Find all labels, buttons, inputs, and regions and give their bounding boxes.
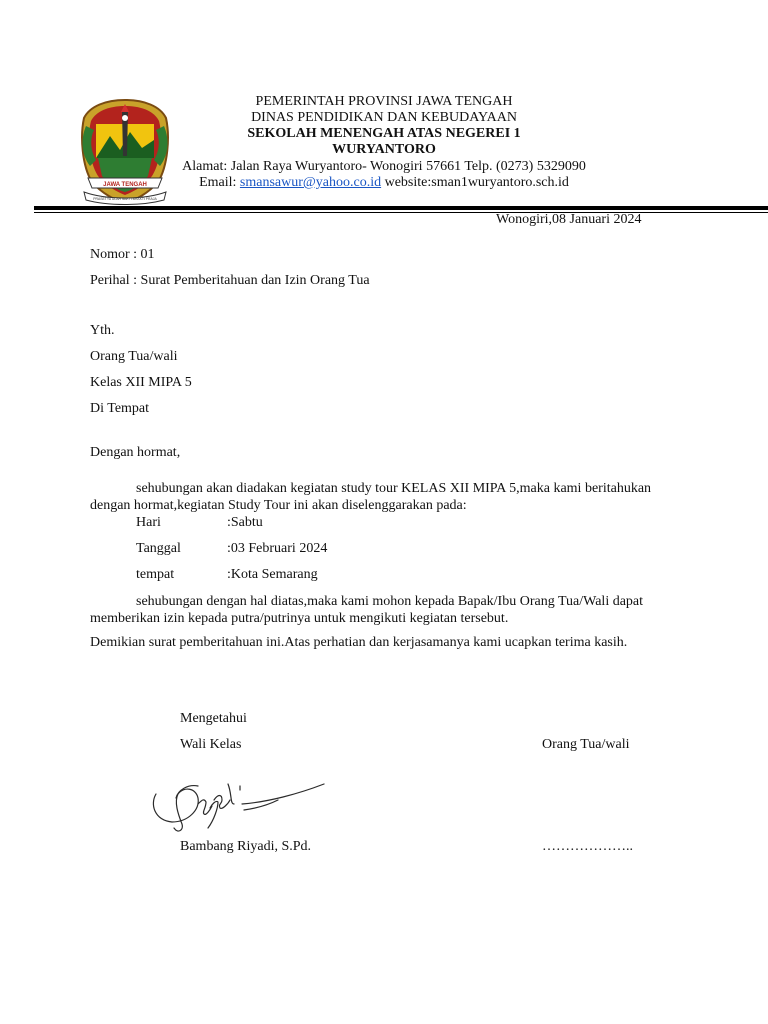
crest-banner-text: JAWA TENGAH [103,182,147,188]
province-crest-logo [76,96,174,208]
website-text: website:sman1wuryantoro.sch.id [384,175,569,190]
letterhead-line-government: PEMERINTAH PROVINSI JAWA TENGAH [255,94,513,109]
email-label: Email: [199,175,240,190]
letterhead-divider-thin [34,212,768,213]
letterhead-address: Alamat: Jalan Raya Wuryantoro- Wonogiri 57661 Telp. (0273) 5329090 [182,159,586,174]
letterhead-school-name-2: WURYANTORO [332,142,436,157]
email-link[interactable]: smansawur@yahoo.co.id [239,175,382,190]
detail-value-place: :Kota Semarang [227,567,318,582]
detail-label-date: Tanggal [136,541,181,556]
letterhead-line-department: DINAS PENDIDIKAN DAN KEBUDAYAAN [251,110,517,125]
salutation: Dengan hormat, [90,445,181,460]
detail-label-day: Hari [136,515,161,530]
detail-value-day: :Sabtu [227,515,263,530]
mengetahui-label: Mengetahui [180,711,247,726]
recipient-yth: Yth. [90,323,115,338]
recipient-class: Kelas XII MIPA 5 [90,375,192,390]
parent-title: Orang Tua/wali [542,737,630,752]
body-paragraph-2: sehubungan dengan hal diatas,maka kami mohon kepada Bapak/Ibu Orang Tua/Wali dapat memberikan izin kepada putra/putrinya untuk mengikuti kegiatan tersebut. [90,594,644,626]
letter-subject: Perihal : Surat Pemberitahuan dan Izin Orang Tua [90,273,370,288]
letterhead-school-name: SEKOLAH MENENGAH ATAS NEGEREI 1 [247,126,521,141]
crest-motto-text: PRASETYA ULAH SAKTI BHAKTI PRAJA [93,197,157,201]
recipient-place: Di Tempat [90,401,150,416]
recipient-name: Orang Tua/wali [90,349,178,364]
homeroom-teacher-name: Bambang Riyadi, S.Pd. [180,839,312,854]
letterhead-divider-thick [34,206,768,210]
letterhead-contact [176,175,592,191]
letter-date: Wonogiri,08 Januari 2024 [496,212,642,227]
detail-value-date: :03 Februari 2024 [227,541,328,556]
body-paragraph-3: Demikian surat pemberitahuan ini.Atas perhatian dan kerjasamanya kami ucapkan terima kasih. [90,635,628,650]
homeroom-teacher-title: Wali Kelas [180,737,242,752]
body-paragraph-1: sehubungan akan diadakan kegiatan study tour KELAS XII MIPA 5,maka kami beritahukan dengan hormat,kegiatan Study Tour ini akan diselenggarakan pada: [90,481,652,513]
letter-number: Nomor : 01 [90,247,155,262]
handwritten-signature [148,764,338,836]
detail-label-place: tempat [136,567,175,582]
parent-name-blank: ……………….. [542,839,633,854]
